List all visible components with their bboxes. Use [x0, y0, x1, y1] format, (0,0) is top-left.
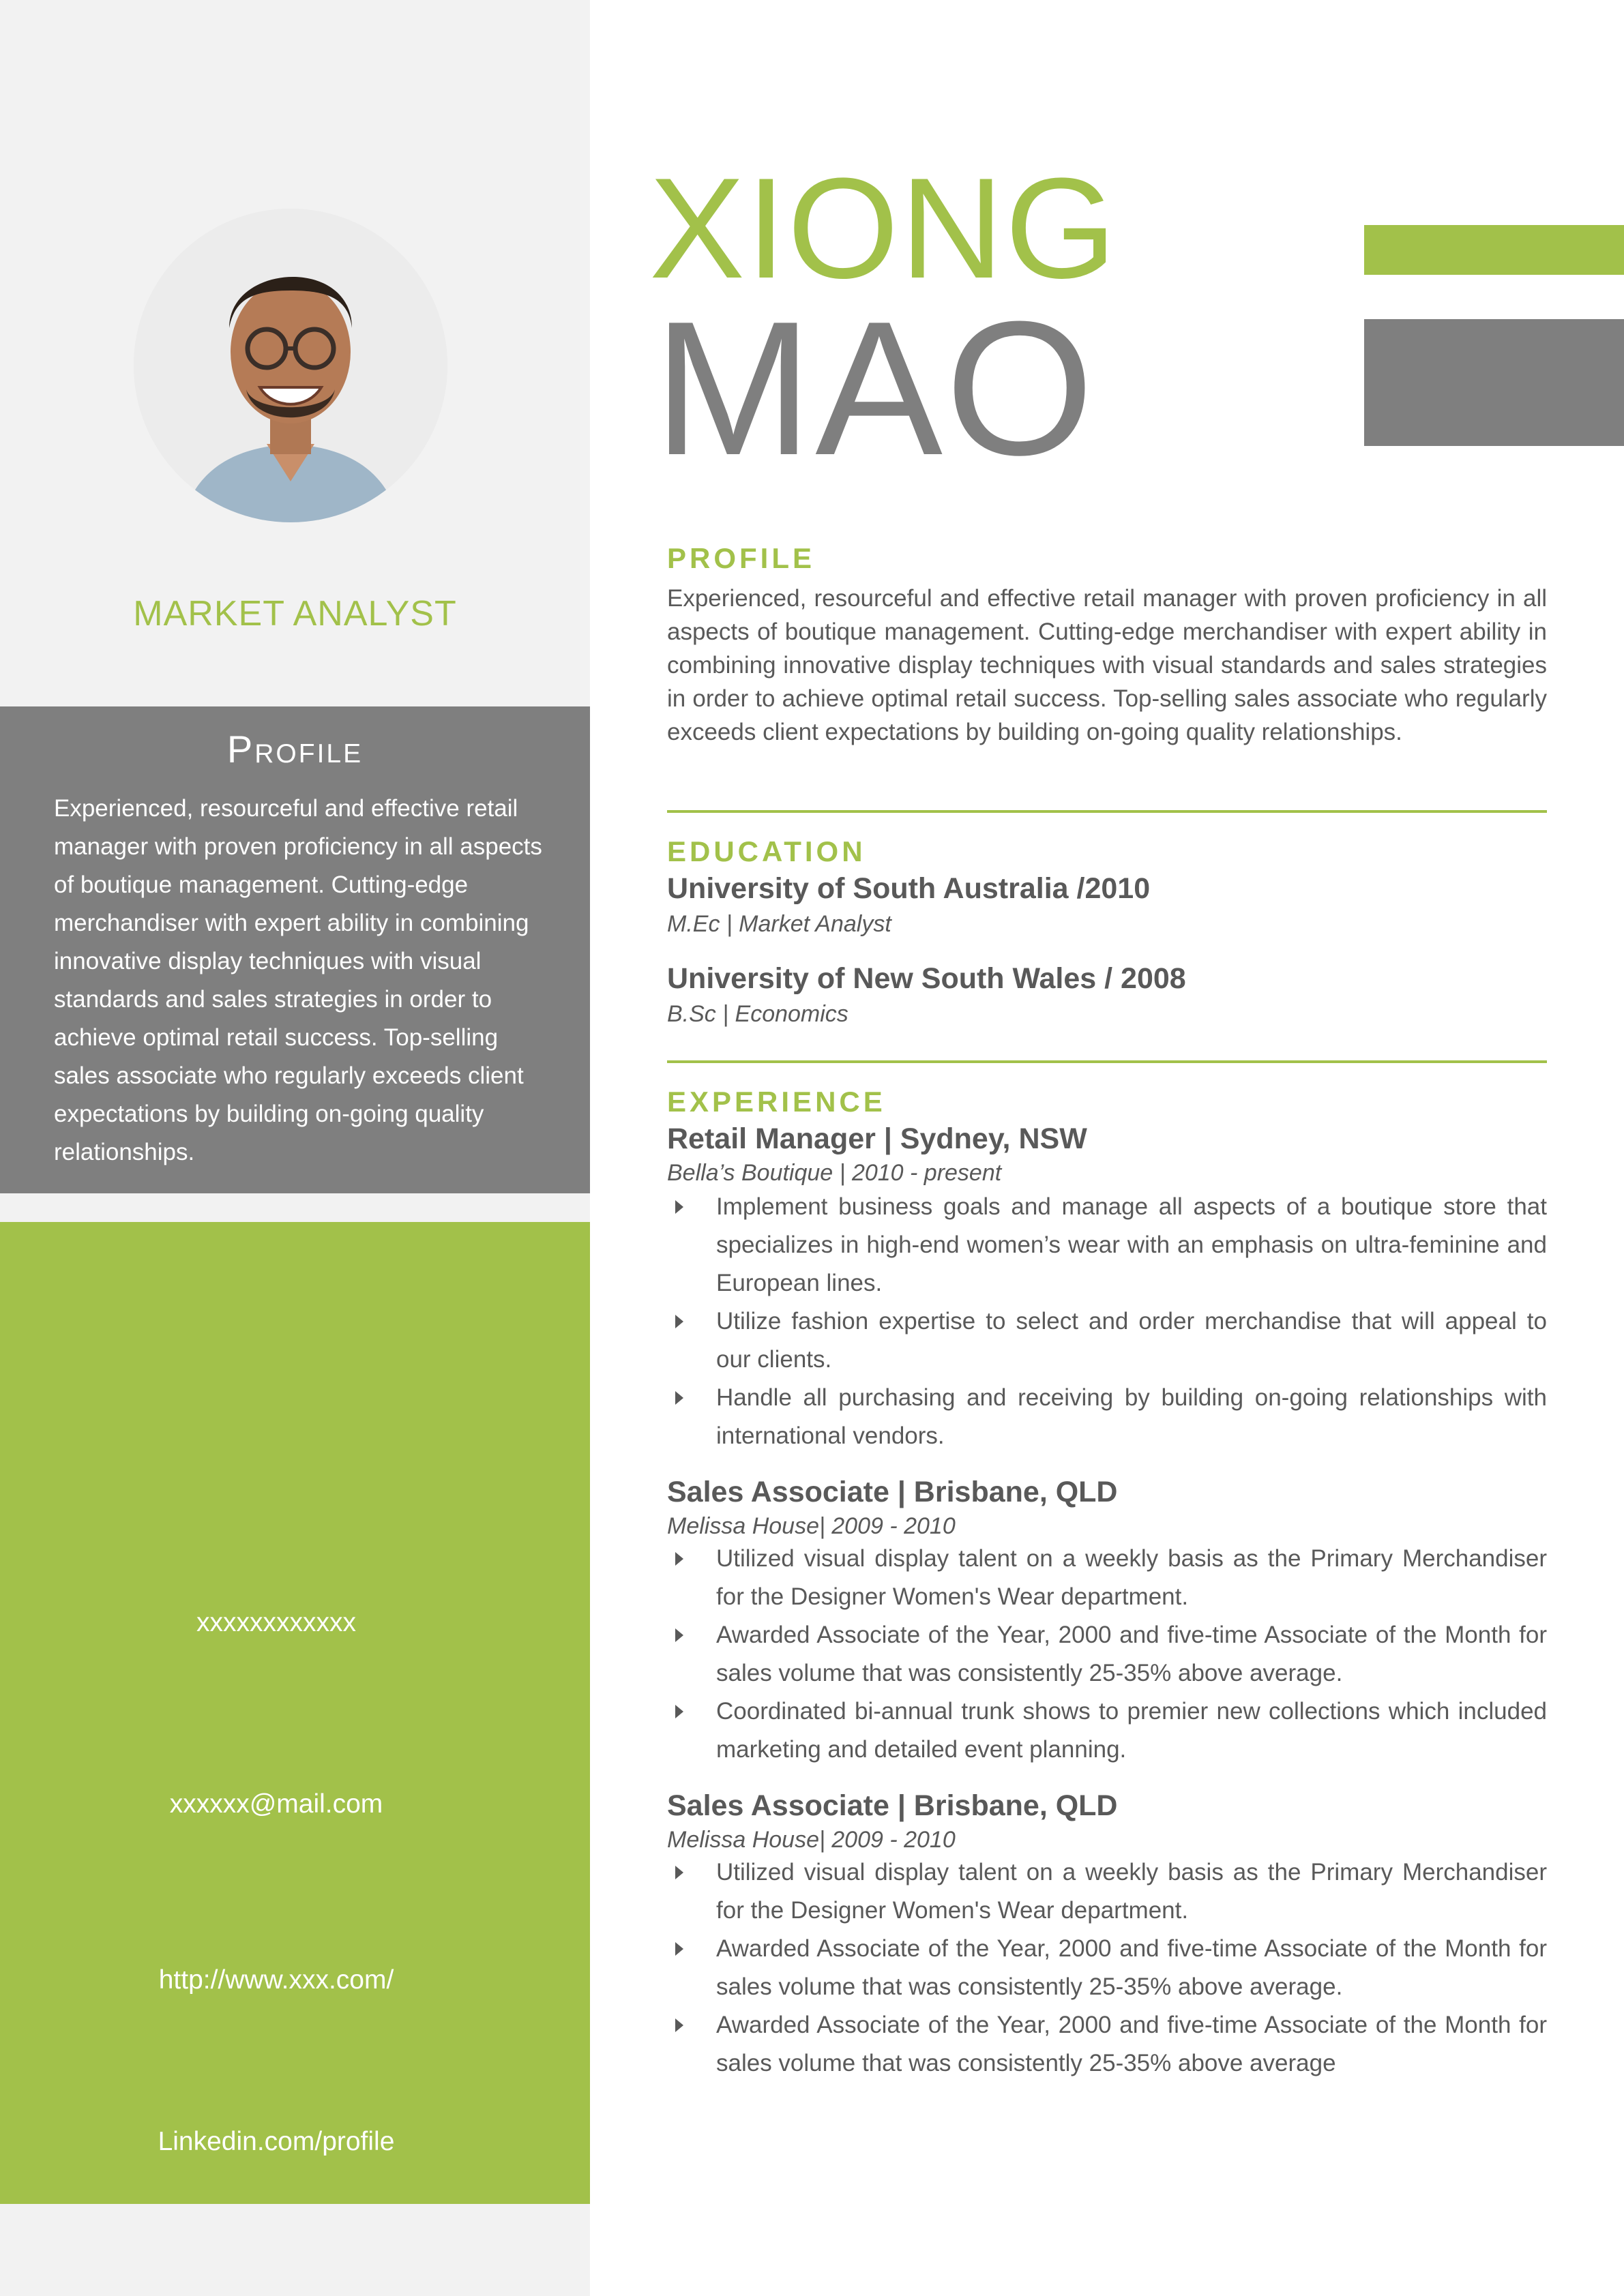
experience-heading: EXPERIENCE — [667, 1086, 886, 1118]
sidebar — [0, 0, 590, 2296]
job-company: Melissa House| 2009 - 2010 — [667, 1827, 956, 1853]
education-section — [667, 835, 1547, 1028]
avatar — [134, 209, 447, 522]
school-name: University of South Australia /2010 — [667, 872, 1151, 905]
bullet-arrow-icon — [675, 1866, 683, 1879]
job-company: Bella’s Boutique | 2010 - present — [667, 1160, 1002, 1186]
profile-section — [667, 542, 1547, 749]
decorative-bar-gray — [1364, 319, 1624, 446]
bullet-arrow-icon — [675, 2018, 683, 2032]
job-company: Melissa House| 2009 - 2010 — [667, 1513, 956, 1539]
job-bullets — [667, 1853, 1547, 2083]
sidebar-profile-heading: Profile — [226, 728, 364, 771]
job-bullets — [667, 1540, 1547, 1769]
decorative-bar-green — [1364, 225, 1624, 275]
bullet-arrow-icon — [675, 1552, 683, 1566]
school-name: University of New South Wales / 2008 — [667, 962, 1186, 995]
job-role: Retail Manager | Sydney, NSW — [667, 1122, 1087, 1155]
list-item: Awarded Associate of the Year, 2000 and five-time Associate of the Month for sales volume that was consistently 25-35% above average. — [667, 1616, 1547, 1693]
job-entry — [667, 1122, 1547, 1455]
list-item: Handle all purchasing and receiving by building on-going relationships with international vendors. — [667, 1379, 1547, 1455]
list-item: Awarded Associate of the Year, 2000 and five-time Associate of the Month for sales volume that was consistently 25-35% above average — [667, 2006, 1547, 2083]
job-role: Sales Associate | Brisbane, QLD — [667, 1476, 1118, 1508]
bullet-arrow-icon — [675, 1200, 683, 1214]
profile-text: Experienced, resourceful and effective retail manager with proven proficiency in all aspects of boutique management. Cutting-edge merchandiser with expert ability in combining innovative display techniques with visual standards and sales strategies in order to achieve optimal retail success. Top-selling sales associate who regularly exceeds client expectations by building on-going quality relationships. — [667, 585, 1547, 745]
list-item: Coordinated bi-annual trunk shows to premier new collections which included marketing and detailed event planning. — [667, 1693, 1547, 1769]
first-name: XIONG — [649, 148, 1118, 308]
bullet-arrow-icon — [675, 1705, 683, 1718]
job-bullets — [667, 1188, 1547, 1455]
job-title: MARKET ANALYST — [133, 594, 457, 633]
experience-section — [667, 1086, 1547, 2083]
sidebar-profile-text: Experienced, resourceful and effective retail manager with proven proficiency in all aspects of boutique management. Cutting-edge merchandiser with expert ability in combining innovative display techniques with visual standards and sales strategies in order to achieve optimal retail success. Top-selling sales associate who regularly exceeds client expectations by building on-going quality relationships. — [54, 795, 542, 1165]
list-item: Implement business goals and manage all aspects of a boutique store that specializes in high-end women’s wear with an emphasis on ultra-feminine and European lines. — [667, 1188, 1547, 1302]
divider — [667, 1060, 1547, 1063]
contact-panel — [0, 1222, 590, 2204]
job-entry — [667, 1476, 1547, 1769]
profile-heading: PROFILE — [667, 542, 816, 574]
profile-photo — [134, 209, 447, 522]
bullet-arrow-icon — [675, 1391, 683, 1405]
education-heading: EDUCATION — [667, 835, 866, 867]
last-name: MAO — [653, 282, 1097, 495]
list-item: Utilized visual display talent on a weekly basis as the Primary Merchandiser for the Designer Women's Wear department. — [667, 1540, 1547, 1616]
job-entry — [667, 1789, 1547, 2083]
contact-linkedin[interactable]: Linkedin.com/profile — [158, 2127, 395, 2156]
degree: M.Ec | Market Analyst — [667, 911, 891, 937]
divider — [667, 810, 1547, 813]
list-item: Awarded Associate of the Year, 2000 and five-time Associate of the Month for sales volume that was consistently 25-35% above average. — [667, 1930, 1547, 2006]
list-item: Utilized visual display talent on a weekly basis as the Primary Merchandiser for the Designer Women's Wear department. — [667, 1853, 1547, 1930]
bullet-arrow-icon — [675, 1942, 683, 1956]
degree: B.Sc | Economics — [667, 1001, 848, 1027]
contact-email[interactable]: xxxxxx@mail.com — [169, 1789, 383, 1819]
job-role: Sales Associate | Brisbane, QLD — [667, 1789, 1118, 1822]
contact-phone: xxxxxxxxxxxx — [196, 1608, 356, 1637]
bullet-arrow-icon — [675, 1315, 683, 1328]
bullet-arrow-icon — [675, 1628, 683, 1642]
contact-website[interactable]: http://www.xxx.com/ — [158, 1965, 394, 1995]
list-item: Utilize fashion expertise to select and order merchandise that will appeal to our clients. — [667, 1302, 1547, 1379]
sidebar-profile-panel — [0, 706, 590, 1193]
